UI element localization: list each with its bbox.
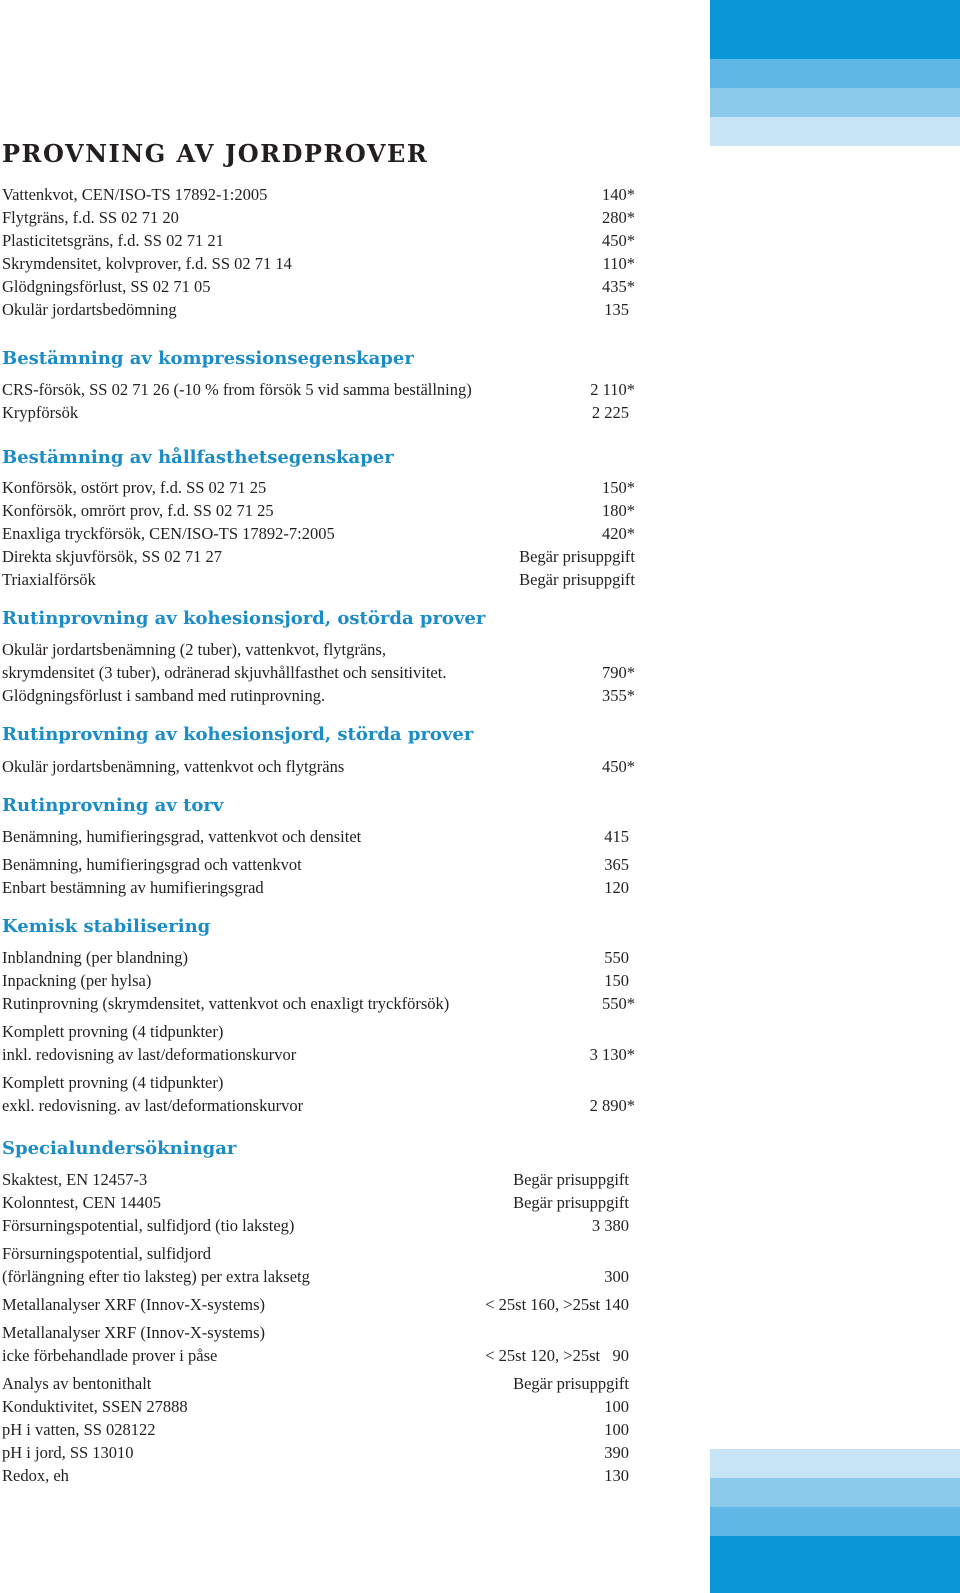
row-price: 450*	[602, 757, 635, 776]
row-label: Enbart bestämning av humifieringsgrad	[2, 878, 264, 897]
row-label: Metallanalyser XRF (Innov-X-systems)	[2, 1323, 266, 1342]
row-price: 110*	[602, 254, 635, 273]
section-heading: Bestämning av kompressionsegenskaper	[2, 348, 414, 369]
row-label: pH i vatten, SS 028122	[2, 1420, 156, 1439]
top-stripe-dark	[710, 0, 960, 59]
row-label: exkl. redovisning. av last/deformationskurvor	[2, 1096, 304, 1115]
row-label: inkl. redovisning av last/deformationskurvor	[2, 1045, 297, 1064]
row-label: Redox, eh	[2, 1466, 69, 1485]
row-label: Benämning, humifieringsgrad och vattenkvot	[2, 855, 302, 874]
row-price: 2 110*	[590, 380, 635, 399]
row-label: Inblandning (per blandning)	[2, 948, 189, 967]
top-stripe-pale	[710, 117, 960, 146]
row-price: 435*	[602, 277, 635, 296]
row-price: 280*	[602, 208, 635, 227]
row-price: 300	[604, 1267, 629, 1286]
row-price: Begär prisuppgift	[519, 570, 635, 589]
row-price: 550	[604, 948, 629, 967]
row-price: Begär prisuppgift	[519, 547, 635, 566]
row-label: icke förbehandlade prover i påse	[2, 1346, 218, 1365]
row-price: 420*	[602, 524, 635, 543]
row-price: 355*	[602, 686, 635, 705]
row-label: (förlängning efter tio laksteg) per extra laksetg	[2, 1267, 310, 1286]
row-label: Metallanalyser XRF (Innov-X-systems)	[2, 1295, 266, 1314]
row-price: 2 890*	[589, 1096, 635, 1115]
row-price: 135	[604, 300, 629, 319]
row-label: Konförsök, omrört prov, f.d. SS 02 71 25	[2, 501, 274, 520]
row-label: Flytgräns, f.d. SS 02 71 20	[2, 208, 179, 227]
row-price: Begär prisuppgift	[513, 1374, 629, 1393]
row-label: Försurningspotential, sulfidjord (tio laksteg)	[2, 1216, 295, 1235]
section-heading: Bestämning av hållfasthetsegenskaper	[2, 447, 394, 468]
row-label: Försurningspotential, sulfidjord	[2, 1244, 211, 1263]
row-label: Vattenkvot, CEN/ISO-TS 17892-1:2005	[2, 185, 268, 204]
row-label: Skaktest, EN 12457-3	[2, 1170, 148, 1189]
row-label: Okulär jordartsbenämning (2 tuber), vattenkvot, flytgräns,	[2, 640, 386, 659]
section-heading: Kemisk stabilisering	[2, 916, 211, 937]
row-label: Konduktivitet, SSEN 27888	[2, 1397, 188, 1416]
row-label: pH i jord, SS 13010	[2, 1443, 134, 1462]
row-price: 150*	[602, 478, 635, 497]
row-price: 180*	[602, 501, 635, 520]
row-price: 100	[604, 1397, 629, 1416]
row-label: Triaxialförsök	[2, 570, 96, 589]
row-price: 415	[604, 827, 629, 846]
bottom-stripe-light	[710, 1478, 960, 1507]
row-price: 140*	[602, 185, 635, 204]
top-stripe-mid	[710, 59, 960, 88]
bottom-stripe-pale	[710, 1449, 960, 1478]
row-price: Begär prisuppgift	[513, 1193, 629, 1212]
row-price: 150	[604, 971, 629, 990]
row-label: Enaxliga tryckförsök, CEN/ISO-TS 17892-7:2005	[2, 524, 335, 543]
row-price: 120	[604, 878, 629, 897]
section-heading: Rutinprovning av torv	[2, 795, 224, 816]
row-label: Kolonntest, CEN 14405	[2, 1193, 162, 1212]
row-label: Direkta skjuvförsök, SS 02 71 27	[2, 547, 222, 566]
row-price: < 25st 160, >25st 140	[485, 1295, 629, 1314]
row-price: 2 225	[591, 403, 629, 422]
row-label: Okulär jordartsbenämning, vattenkvot och flytgräns	[2, 757, 345, 776]
row-label: Glödgningsförlust i samband med rutinprovning.	[2, 686, 326, 705]
row-price: 390	[604, 1443, 629, 1462]
row-label: Benämning, humifieringsgrad, vattenkvot och densitet	[2, 827, 362, 846]
row-label: Komplett provning (4 tidpunkter)	[2, 1073, 224, 1092]
row-label: CRS-försök, SS 02 71 26 (-10 % from försök 5 vid samma beställning)	[2, 380, 472, 399]
row-label: skrymdensitet (3 tuber), odränerad skjuvhållfasthet och sensitivitet.	[2, 663, 447, 682]
row-price: 100	[604, 1420, 629, 1439]
row-price: 450*	[602, 231, 635, 250]
bottom-stripe-mid	[710, 1507, 960, 1536]
row-label: Krypförsök	[2, 403, 79, 422]
section-heading: Specialundersökningar	[2, 1138, 237, 1159]
row-price: < 25st 120, >25st 90	[485, 1346, 629, 1365]
row-price: 550*	[602, 994, 635, 1013]
row-price: 3 130*	[589, 1045, 635, 1064]
row-label: Plasticitetsgräns, f.d. SS 02 71 21	[2, 231, 224, 250]
row-label: Okulär jordartsbedömning	[2, 300, 177, 319]
row-label: Glödgningsförlust, SS 02 71 05	[2, 277, 211, 296]
row-label: Komplett provning (4 tidpunkter)	[2, 1022, 224, 1041]
top-stripe-light	[710, 88, 960, 117]
row-label: Rutinprovning (skrymdensitet, vattenkvot och enaxligt tryckförsök)	[2, 994, 450, 1013]
section-heading: Rutinprovning av kohesionsjord, störda prover	[2, 724, 474, 745]
row-price: 130	[604, 1466, 629, 1485]
row-price: 3 380	[591, 1216, 629, 1235]
row-price: Begär prisuppgift	[513, 1170, 629, 1189]
row-price: 790*	[602, 663, 635, 682]
row-label: Konförsök, ostört prov, f.d. SS 02 71 25	[2, 478, 267, 497]
row-price: 365	[604, 855, 629, 874]
section-heading: Rutinprovning av kohesionsjord, ostörda prover	[2, 608, 486, 629]
row-label: Inpackning (per hylsa)	[2, 971, 152, 990]
page-title: PROVNING AV JORDPROVER	[2, 139, 429, 168]
row-label: Skrymdensitet, kolvprover, f.d. SS 02 71 14	[2, 254, 292, 273]
bottom-stripe-dark	[710, 1536, 960, 1593]
row-label: Analys av bentonithalt	[2, 1374, 152, 1393]
